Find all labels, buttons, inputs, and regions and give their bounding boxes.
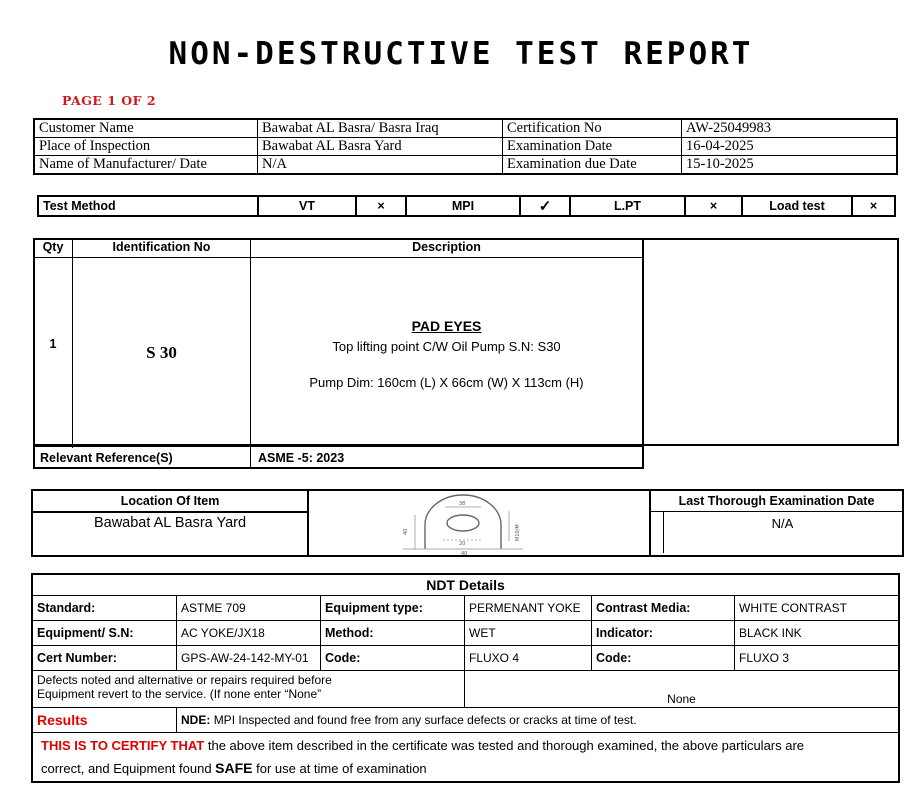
location-section bbox=[31, 489, 904, 557]
reference-value: ASME -5: 2023 bbox=[258, 451, 345, 465]
last-exam-label: Last Thorough Examination Date bbox=[678, 494, 875, 508]
method-lpt: L.PT bbox=[570, 196, 685, 216]
info-row bbox=[34, 156, 897, 175]
certify-text: correct, and Equipment found bbox=[41, 760, 216, 776]
info-row bbox=[34, 138, 897, 156]
ndt-value: WET bbox=[465, 621, 592, 646]
certify-text: the above item described in the certificate was tested and thorough examined, the above particulars are bbox=[204, 737, 805, 753]
defects-row bbox=[32, 671, 899, 708]
test-method-label: Test Method bbox=[43, 199, 116, 213]
location-label: Location Of Item bbox=[120, 494, 220, 508]
qty-value: 1 bbox=[49, 337, 57, 351]
ndt-row bbox=[32, 621, 899, 646]
info-value: Bawabat AL Basra/ Basra Iraq bbox=[258, 119, 503, 138]
sketch-dim: 40 bbox=[461, 551, 468, 557]
page-number: PAGE 1 OF 2 bbox=[62, 93, 157, 108]
info-value: Bawabat AL Basra Yard bbox=[258, 138, 503, 156]
info-value: N/A bbox=[258, 156, 503, 175]
nde-text: MPI Inspected and found free from any surface defects or cracks at time of test. bbox=[213, 713, 637, 727]
method-mpi: MPI bbox=[406, 196, 520, 216]
nde-result bbox=[177, 708, 900, 733]
ndt-label: Code: bbox=[321, 646, 465, 671]
divider bbox=[307, 491, 309, 555]
info-label: Examination Date bbox=[503, 138, 682, 156]
info-value: 15-10-2025 bbox=[682, 156, 898, 175]
ndt-label: Standard: bbox=[32, 596, 177, 621]
method-load-test-mark: × bbox=[852, 196, 895, 216]
last-exam-value: N/A bbox=[771, 516, 794, 531]
info-label: Examination due Date bbox=[503, 156, 682, 175]
divider bbox=[651, 511, 902, 512]
sketch-dim: 38 bbox=[459, 501, 466, 507]
ndt-value: WHITE CONTRAST bbox=[735, 596, 900, 621]
defects-label bbox=[32, 671, 465, 708]
results-label: Results bbox=[32, 708, 177, 733]
certify-safe: SAFE bbox=[215, 759, 253, 776]
sketch-dim: M10/M bbox=[515, 524, 521, 541]
ndt-label: Contrast Media: bbox=[592, 596, 735, 621]
certify-heading: THIS IS TO CERTIFY THAT bbox=[41, 737, 205, 753]
pad-eye-sketch bbox=[373, 493, 573, 557]
info-value: AW-25049983 bbox=[682, 119, 898, 138]
ndt-value: FLUXO 3 bbox=[735, 646, 900, 671]
info-label: Place of Inspection bbox=[34, 138, 258, 156]
item-description-section bbox=[33, 238, 899, 469]
ndt-value: GPS-AW-24-142-MY-01 bbox=[177, 646, 321, 671]
defects-line: Defects noted and alternative or repairs required before bbox=[37, 673, 332, 687]
ndt-value: BLACK INK bbox=[735, 621, 900, 646]
identification-value: S 30 bbox=[146, 343, 177, 362]
divider bbox=[33, 511, 307, 513]
customer-info-table bbox=[33, 118, 898, 175]
defects-line: Equipment revert to the service. (If none enter “None” bbox=[37, 687, 322, 701]
ndt-title: NDT Details bbox=[32, 574, 899, 596]
method-lpt-mark: × bbox=[685, 196, 742, 216]
test-method-row bbox=[38, 196, 895, 216]
description-title: PAD EYES bbox=[411, 318, 482, 334]
ndt-row bbox=[32, 646, 899, 671]
ndt-value: PERMENANT YOKE bbox=[465, 596, 592, 621]
ndt-details-table bbox=[31, 573, 900, 783]
divider bbox=[642, 238, 644, 448]
ndt-value: AC YOKE/JX18 bbox=[177, 621, 321, 646]
info-row bbox=[34, 119, 897, 138]
info-label: Name of Manufacturer/ Date bbox=[34, 156, 258, 175]
certify-row bbox=[32, 733, 899, 783]
method-vt: VT bbox=[258, 196, 356, 216]
certification-statement bbox=[32, 733, 899, 783]
info-label: Customer Name bbox=[34, 119, 258, 138]
description-line: Pump Dim: 160cm (L) X 66cm (W) X 113cm (H) bbox=[309, 375, 584, 390]
nde-label: NDE: bbox=[181, 713, 211, 727]
info-value: 16-04-2025 bbox=[682, 138, 898, 156]
sketch-dim: 20 bbox=[459, 541, 466, 547]
report-title: NON-DESTRUCTIVE TEST REPORT bbox=[168, 36, 754, 72]
description-line: Top lifting point C/W Oil Pump S.N: S30 bbox=[332, 339, 561, 354]
ndt-row bbox=[32, 596, 899, 621]
sketch-dim: 40 bbox=[403, 528, 409, 535]
ndt-label: Cert Number: bbox=[32, 646, 177, 671]
ndt-label: Code: bbox=[592, 646, 735, 671]
qty-header: Qty bbox=[42, 240, 64, 254]
ndt-label: Method: bbox=[321, 621, 465, 646]
identification-header: Identification No bbox=[112, 240, 211, 254]
ndt-value: FLUXO 4 bbox=[465, 646, 592, 671]
reference-label: Relevant Reference(S) bbox=[40, 451, 173, 465]
ndt-title-row bbox=[32, 574, 899, 596]
method-load-test: Load test bbox=[742, 196, 852, 216]
certify-text: for use at time of examination bbox=[252, 760, 427, 776]
description-header: Description bbox=[412, 240, 481, 254]
ndt-label: Equipment/ S.N: bbox=[32, 621, 177, 646]
results-row bbox=[32, 708, 899, 733]
ndt-label: Equipment type: bbox=[321, 596, 465, 621]
ndt-label: Indicator: bbox=[592, 621, 735, 646]
method-vt-mark: × bbox=[356, 196, 406, 216]
location-value: Bawabat AL Basra Yard bbox=[93, 515, 247, 531]
defects-value: None bbox=[465, 671, 900, 708]
test-method-table bbox=[37, 195, 896, 217]
divider bbox=[33, 257, 643, 258]
ndt-value: ASTME 709 bbox=[177, 596, 321, 621]
info-label: Certification No bbox=[503, 119, 682, 138]
method-mpi-mark: ✓ bbox=[520, 196, 570, 216]
